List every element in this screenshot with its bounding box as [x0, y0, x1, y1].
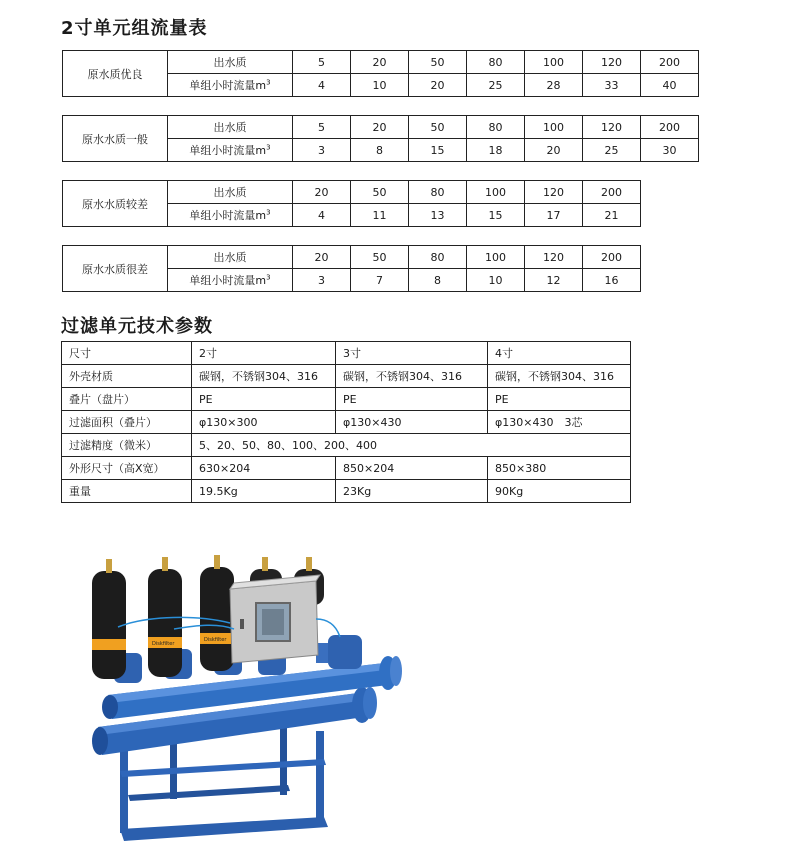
diskfilter-label: Diskfilter — [152, 641, 175, 647]
flow-value: 16 — [583, 269, 641, 292]
spec-cell: φ130×430 — [336, 411, 488, 434]
output-value: 50 — [351, 246, 409, 269]
output-value: 120 — [583, 51, 641, 74]
spec-cell: 19.5Kg — [192, 480, 336, 503]
param-hourly-flow: 单组小时流量$m^3$ — [168, 139, 293, 162]
spec-cell: 90Kg — [488, 480, 631, 503]
output-value: 200 — [641, 51, 699, 74]
spec-cell: 3寸 — [336, 342, 488, 365]
flow-value: 4 — [293, 74, 351, 97]
output-value: 120 — [525, 181, 583, 204]
flow-value: 33 — [583, 74, 641, 97]
spec-label: 外形尺寸（高X宽） — [62, 457, 192, 480]
flow-value: 8 — [409, 269, 467, 292]
output-value: 20 — [293, 246, 351, 269]
spec-cell: φ130×430 3芯 — [488, 411, 631, 434]
flow-value: 10 — [467, 269, 525, 292]
output-value: 20 — [351, 51, 409, 74]
output-value: 5 — [293, 51, 351, 74]
flow-table-title: 2寸单元组流量表 — [61, 18, 208, 39]
water-quality-label: 原水水质较差 — [63, 181, 168, 227]
spec-label: 尺寸 — [62, 342, 192, 365]
output-value: 100 — [467, 246, 525, 269]
flow-table-poor — [62, 180, 641, 227]
output-value: 50 — [351, 181, 409, 204]
flow-value: 3 — [293, 139, 351, 162]
output-value: 80 — [409, 181, 467, 204]
spec-table — [61, 341, 631, 503]
flow-value: 30 — [641, 139, 699, 162]
table-row — [62, 365, 631, 388]
spec-cell: 碳钢，不锈钢304、316 — [336, 365, 488, 388]
water-quality-label: 原水水质很差 — [63, 246, 168, 292]
flow-value: 25 — [583, 139, 641, 162]
control-box — [230, 575, 320, 663]
spec-cell: φ130×300 — [192, 411, 336, 434]
flow-value: 7 — [351, 269, 409, 292]
spec-cell: 碳钢，不锈钢304、316 — [192, 365, 336, 388]
output-value: 100 — [525, 51, 583, 74]
param-output-quality: 出水质 — [168, 181, 293, 204]
diskfilter-label: Diskfilter — [204, 637, 227, 643]
spec-cell: 850×380 — [488, 457, 631, 480]
output-value: 80 — [409, 246, 467, 269]
spec-label: 重量 — [62, 480, 192, 503]
output-value: 20 — [293, 181, 351, 204]
output-value: 5 — [293, 116, 351, 139]
spec-table-title: 过滤单元技术参数 — [61, 316, 213, 337]
spec-cell: 5、20、50、80、100、200、400 — [192, 434, 631, 457]
param-output-quality: 出水质 — [168, 246, 293, 269]
output-value: 120 — [525, 246, 583, 269]
spec-cell: 850×204 — [336, 457, 488, 480]
spec-cell: 23Kg — [336, 480, 488, 503]
flow-value: 20 — [525, 139, 583, 162]
water-quality-label: 原水质优良 — [63, 51, 168, 97]
flow-value: 10 — [351, 74, 409, 97]
spec-cell: 2寸 — [192, 342, 336, 365]
table-row — [62, 411, 631, 434]
param-hourly-flow: 单组小时流量$m^3$ — [168, 269, 293, 292]
output-value: 50 — [409, 51, 467, 74]
spec-cell: 4寸 — [488, 342, 631, 365]
output-value: 80 — [467, 116, 525, 139]
spec-label: 过滤精度（微米） — [62, 434, 192, 457]
param-hourly-flow: 单组小时流量$m^3$ — [168, 74, 293, 97]
output-value: 100 — [525, 116, 583, 139]
output-value: 50 — [409, 116, 467, 139]
spec-label: 外壳材质 — [62, 365, 192, 388]
flow-value: 3 — [293, 269, 351, 292]
table-row — [62, 388, 631, 411]
table-row — [62, 434, 631, 457]
flow-value: 20 — [409, 74, 467, 97]
flow-value: 12 — [525, 269, 583, 292]
flow-table-very-poor — [62, 245, 641, 292]
flow-value: 28 — [525, 74, 583, 97]
output-value: 200 — [583, 246, 641, 269]
flow-value: 21 — [583, 204, 641, 227]
flow-value: 13 — [409, 204, 467, 227]
spec-label: 叠片（盘片） — [62, 388, 192, 411]
flow-value: 8 — [351, 139, 409, 162]
flow-value: 25 — [467, 74, 525, 97]
output-value: 100 — [467, 181, 525, 204]
flow-value: 11 — [351, 204, 409, 227]
spec-cell: PE — [192, 388, 336, 411]
param-hourly-flow: 单组小时流量$m^3$ — [168, 204, 293, 227]
spec-cell: PE — [336, 388, 488, 411]
flow-value: 4 — [293, 204, 351, 227]
output-value: 200 — [641, 116, 699, 139]
table-row — [62, 342, 631, 365]
flow-value: 17 — [525, 204, 583, 227]
param-output-quality: 出水质 — [168, 51, 293, 74]
spec-cell: 630×204 — [192, 457, 336, 480]
flow-table-excellent — [62, 50, 699, 97]
spec-label: 过滤面积（叠片） — [62, 411, 192, 434]
output-value: 120 — [583, 116, 641, 139]
water-quality-label: 原水水质一般 — [63, 116, 168, 162]
spec-cell: 碳钢，不锈钢304、316 — [488, 365, 631, 388]
output-value: 80 — [467, 51, 525, 74]
flow-table-average — [62, 115, 699, 162]
flow-value: 15 — [409, 139, 467, 162]
output-value: 20 — [351, 116, 409, 139]
flow-value: 18 — [467, 139, 525, 162]
table-row — [62, 480, 631, 503]
flow-value: 40 — [641, 74, 699, 97]
disc-filter-unit-image — [78, 545, 418, 845]
flow-value: 15 — [467, 204, 525, 227]
spec-cell: PE — [488, 388, 631, 411]
param-output-quality: 出水质 — [168, 116, 293, 139]
output-value: 200 — [583, 181, 641, 204]
table-row — [62, 457, 631, 480]
